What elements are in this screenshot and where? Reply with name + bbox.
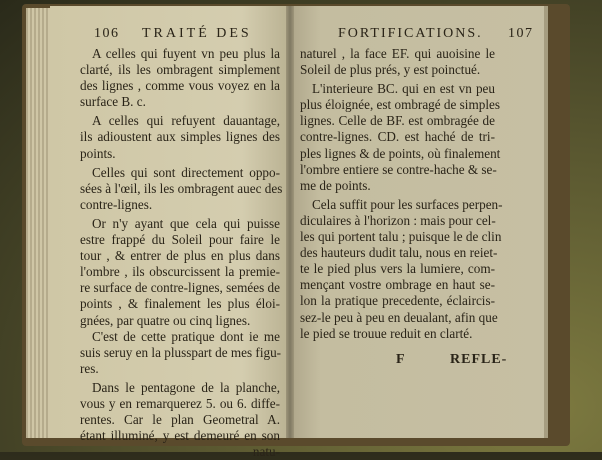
text-line: te le pied plus vers la lumiere, com- [300,261,495,277]
text-line: res. [80,360,99,376]
text-line: mençant vostre ombrage en haut se- [300,277,495,293]
right-page [290,6,548,438]
text-line: contre-lignes. CD. est haché de tri- [300,129,495,145]
text-line: le pied se trouue reduit en clarté. [300,325,473,341]
text-line: ils adioustent aux simples lignes des [80,129,280,145]
text-line: vous y en remarquerez 5. ou 6. diffe- [80,395,280,411]
right-page-text [300,46,503,342]
text-line: naturel , la face EF. qui auoisine le [300,46,495,61]
text-line: Or n'y ayant que cela qui puisse [92,215,280,231]
left-page [50,6,290,460]
text-line: points , & finalement les plus éloi- [80,296,280,312]
text-line: points. [80,145,116,161]
text-line: clarté, ils les ombragent simplement [80,62,280,78]
text-line: des lignes , comme vous voyez en la [80,78,280,94]
running-head-left: TRAITÉ DES [142,26,252,41]
text-line: lignes. Celle de BF. est ombragée de [300,113,495,129]
text-line: A celles qui fuyent vn peu plus la [92,46,280,61]
text-line: Dans le pentagone de la planche, [92,379,280,395]
running-head-right: FORTIFICATIONS. [338,26,483,41]
text-line: me de points. [300,177,371,193]
text-line: C'est de cette pratique dont ie me [92,328,280,344]
text-line: re surface de contre-lignes, semées de [80,280,280,296]
text-line: natu- [252,444,280,460]
book-gutter [286,6,294,438]
text-line: estre frappé du Soleil pour faire le [80,232,280,248]
text-line: surface B. c. [80,94,146,110]
page-number-right: 107 [508,26,534,41]
text-line: rentes. Car le plan Geometral A. [80,412,280,428]
text-line: sez-le peu à peu en deualant, afin que [300,309,498,325]
text-line: gnées, par quatre ou cinq lignes. [80,312,251,328]
text-line: A celles qui refuyent dauantage, [92,113,280,129]
text-line: l'ombre , ils obscurcissent la premie- [80,264,280,280]
text-line: ples lignes & de points, où finalement [300,145,501,161]
signature-mark: F [396,352,407,367]
text-line: les qui portent talu ; puisque le de clin [300,229,502,245]
text-line: plus éloignée, est ombragé de simples [300,97,500,113]
text-line: contre-lignes. [80,196,153,212]
text-line: Celles qui sont directement oppo- [92,164,280,180]
text-line: étant illuminé, y est demeuré en son [80,428,280,444]
text-line: diculaires à l'horizon : mais pour cel- [300,212,496,228]
page-number-left: 106 [94,26,120,41]
catchword: REFLE- [450,352,508,367]
text-line: Soleil de plus prés, y est poinctué. [300,62,481,78]
text-line: L'interieure BC. qui en est vn peu [312,81,495,97]
text-line: des hauteurs dudit talu, nous en reiet- [300,245,498,261]
text-line: l'ombre entiere se contre-hache & se- [300,161,497,177]
text-line: tour , & entrer de plus en plus dans [80,248,280,264]
left-page-text [80,46,283,460]
text-line: suis seruy en la plusspart de mes figu- [80,344,282,360]
text-line: lon la pratique precedente, éclaircis- [300,293,495,309]
text-line: sées à l'œil, ils les ombragent auec des [80,180,283,196]
text-line: Cela suffit pour les surfaces perpen- [312,196,503,212]
